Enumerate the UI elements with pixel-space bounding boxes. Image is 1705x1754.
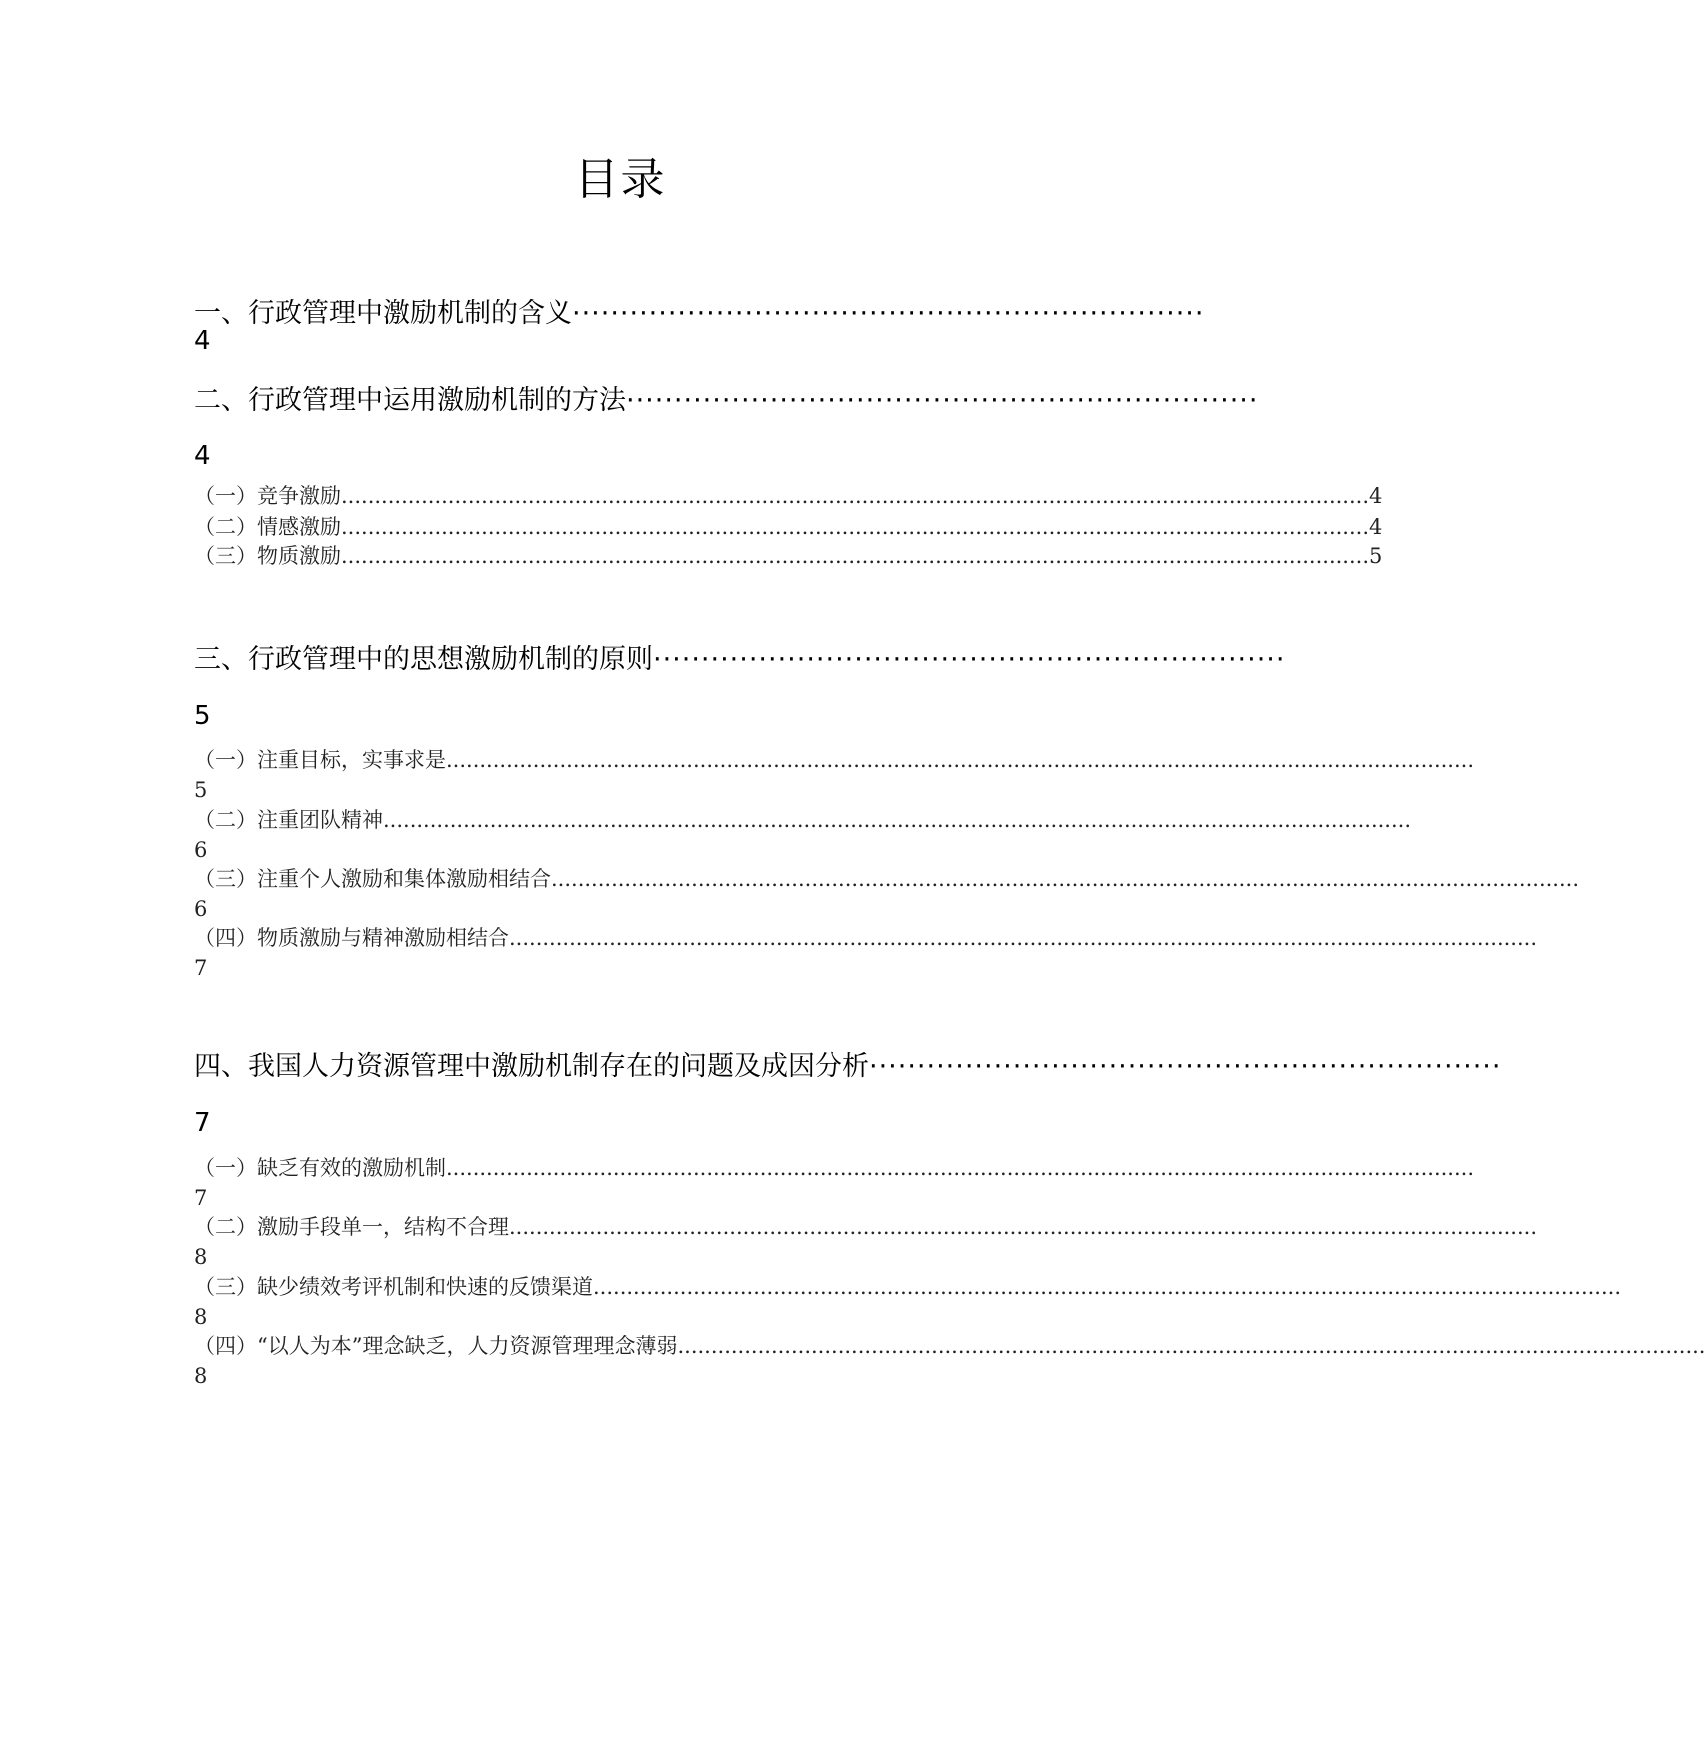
leader-dots: ..........................................................................................................................................................: [383, 808, 1411, 832]
toc-subentry-page: 8: [194, 1305, 208, 1329]
toc-subentry-page: 8: [194, 1364, 208, 1388]
leader-dots: ··································································: [869, 1051, 1502, 1082]
toc-heading-page: 7: [194, 1108, 211, 1138]
toc-subentry-label: （四）“以人为本”理念缺乏，人力资源管理理念薄弱: [194, 1334, 678, 1358]
toc-subentry-page: 7: [194, 1186, 208, 1210]
leader-dots: ..........................................................................................................................................................: [509, 926, 1537, 950]
leader-dots: ··································································: [572, 298, 1205, 329]
toc-title: 目录: [574, 154, 667, 205]
toc-subentry-label: （一）缺乏有效的激励机制: [194, 1156, 446, 1180]
toc-subentry-page: 8: [194, 1245, 208, 1269]
toc-subentry[interactable]: [194, 482, 1383, 510]
leader-dots: ..........................................................................................................................................................: [593, 1275, 1621, 1299]
toc-subentry[interactable]: [194, 924, 1537, 952]
toc-subentry-label: （一）竞争激励: [194, 484, 341, 508]
toc-heading-page: 4: [194, 326, 211, 356]
toc-subentry[interactable]: [194, 1213, 1537, 1241]
toc-subentry-label: （三）缺少绩效考评机制和快速的反馈渠道: [194, 1275, 593, 1299]
toc-heading-2[interactable]: [194, 383, 1259, 419]
toc-subentry-page: 6: [194, 897, 208, 921]
leader-dots: ..........................................................................................................................................................: [446, 1156, 1474, 1180]
toc-heading-4[interactable]: [194, 1049, 1502, 1085]
toc-heading-page: 4: [194, 441, 211, 471]
toc-subentry-label: （二）情感激励: [194, 515, 341, 539]
toc-heading-3[interactable]: [194, 642, 1286, 678]
toc-subentry[interactable]: [194, 1154, 1474, 1182]
toc-subentry-label: （二）激励手段单一，结构不合理: [194, 1215, 509, 1239]
toc-subentry-label: （三）注重个人激励和集体激励相结合: [194, 867, 551, 891]
toc-subentry[interactable]: [194, 1332, 1705, 1360]
toc-subentry[interactable]: [194, 746, 1474, 774]
toc-subentry[interactable]: [194, 513, 1383, 541]
toc-heading-label: 四、我国人力资源管理中激励机制存在的问题及成因分析: [194, 1051, 869, 1082]
toc-subentry-page: 6: [194, 838, 208, 862]
leader-dots: ..........................................................................................................................................................: [677, 1334, 1705, 1358]
toc-subentry-label: （三）物质激励: [194, 544, 341, 568]
leader-dots: ..........................................................................................................................................................: [341, 484, 1369, 508]
toc-heading-page: 5: [194, 701, 211, 731]
toc-subentry-page: 5: [194, 778, 208, 802]
toc-subentry[interactable]: [194, 865, 1579, 893]
toc-subentry-page: 5: [1369, 544, 1383, 568]
toc-subentry-page: 4: [1369, 515, 1383, 539]
toc-subentry[interactable]: [194, 1273, 1621, 1301]
leader-dots: ··································································: [653, 644, 1286, 675]
toc-heading-1[interactable]: [194, 296, 1205, 332]
leader-dots: ..........................................................................................................................................................: [341, 515, 1369, 539]
toc-subentry-label: （一）注重目标，实事求是: [194, 748, 446, 772]
toc-subentry-page: 7: [194, 956, 208, 980]
toc-subentry-label: （二）注重团队精神: [194, 808, 383, 832]
toc-subentry-label: （四）物质激励与精神激励相结合: [194, 926, 509, 950]
leader-dots: ..........................................................................................................................................................: [341, 544, 1369, 568]
toc-subentry[interactable]: [194, 542, 1383, 570]
toc-subentry-page: 4: [1369, 484, 1383, 508]
toc-heading-label: 二、行政管理中运用激励机制的方法: [194, 385, 626, 416]
toc-subentry[interactable]: [194, 806, 1411, 834]
toc-heading-label: 一、行政管理中激励机制的含义: [194, 298, 572, 329]
leader-dots: ··································································: [626, 385, 1259, 416]
leader-dots: ..........................................................................................................................................................: [509, 1215, 1537, 1239]
leader-dots: ..........................................................................................................................................................: [446, 748, 1474, 772]
toc-heading-label: 三、行政管理中的思想激励机制的原则: [194, 644, 653, 675]
leader-dots: ..........................................................................................................................................................: [551, 867, 1579, 891]
